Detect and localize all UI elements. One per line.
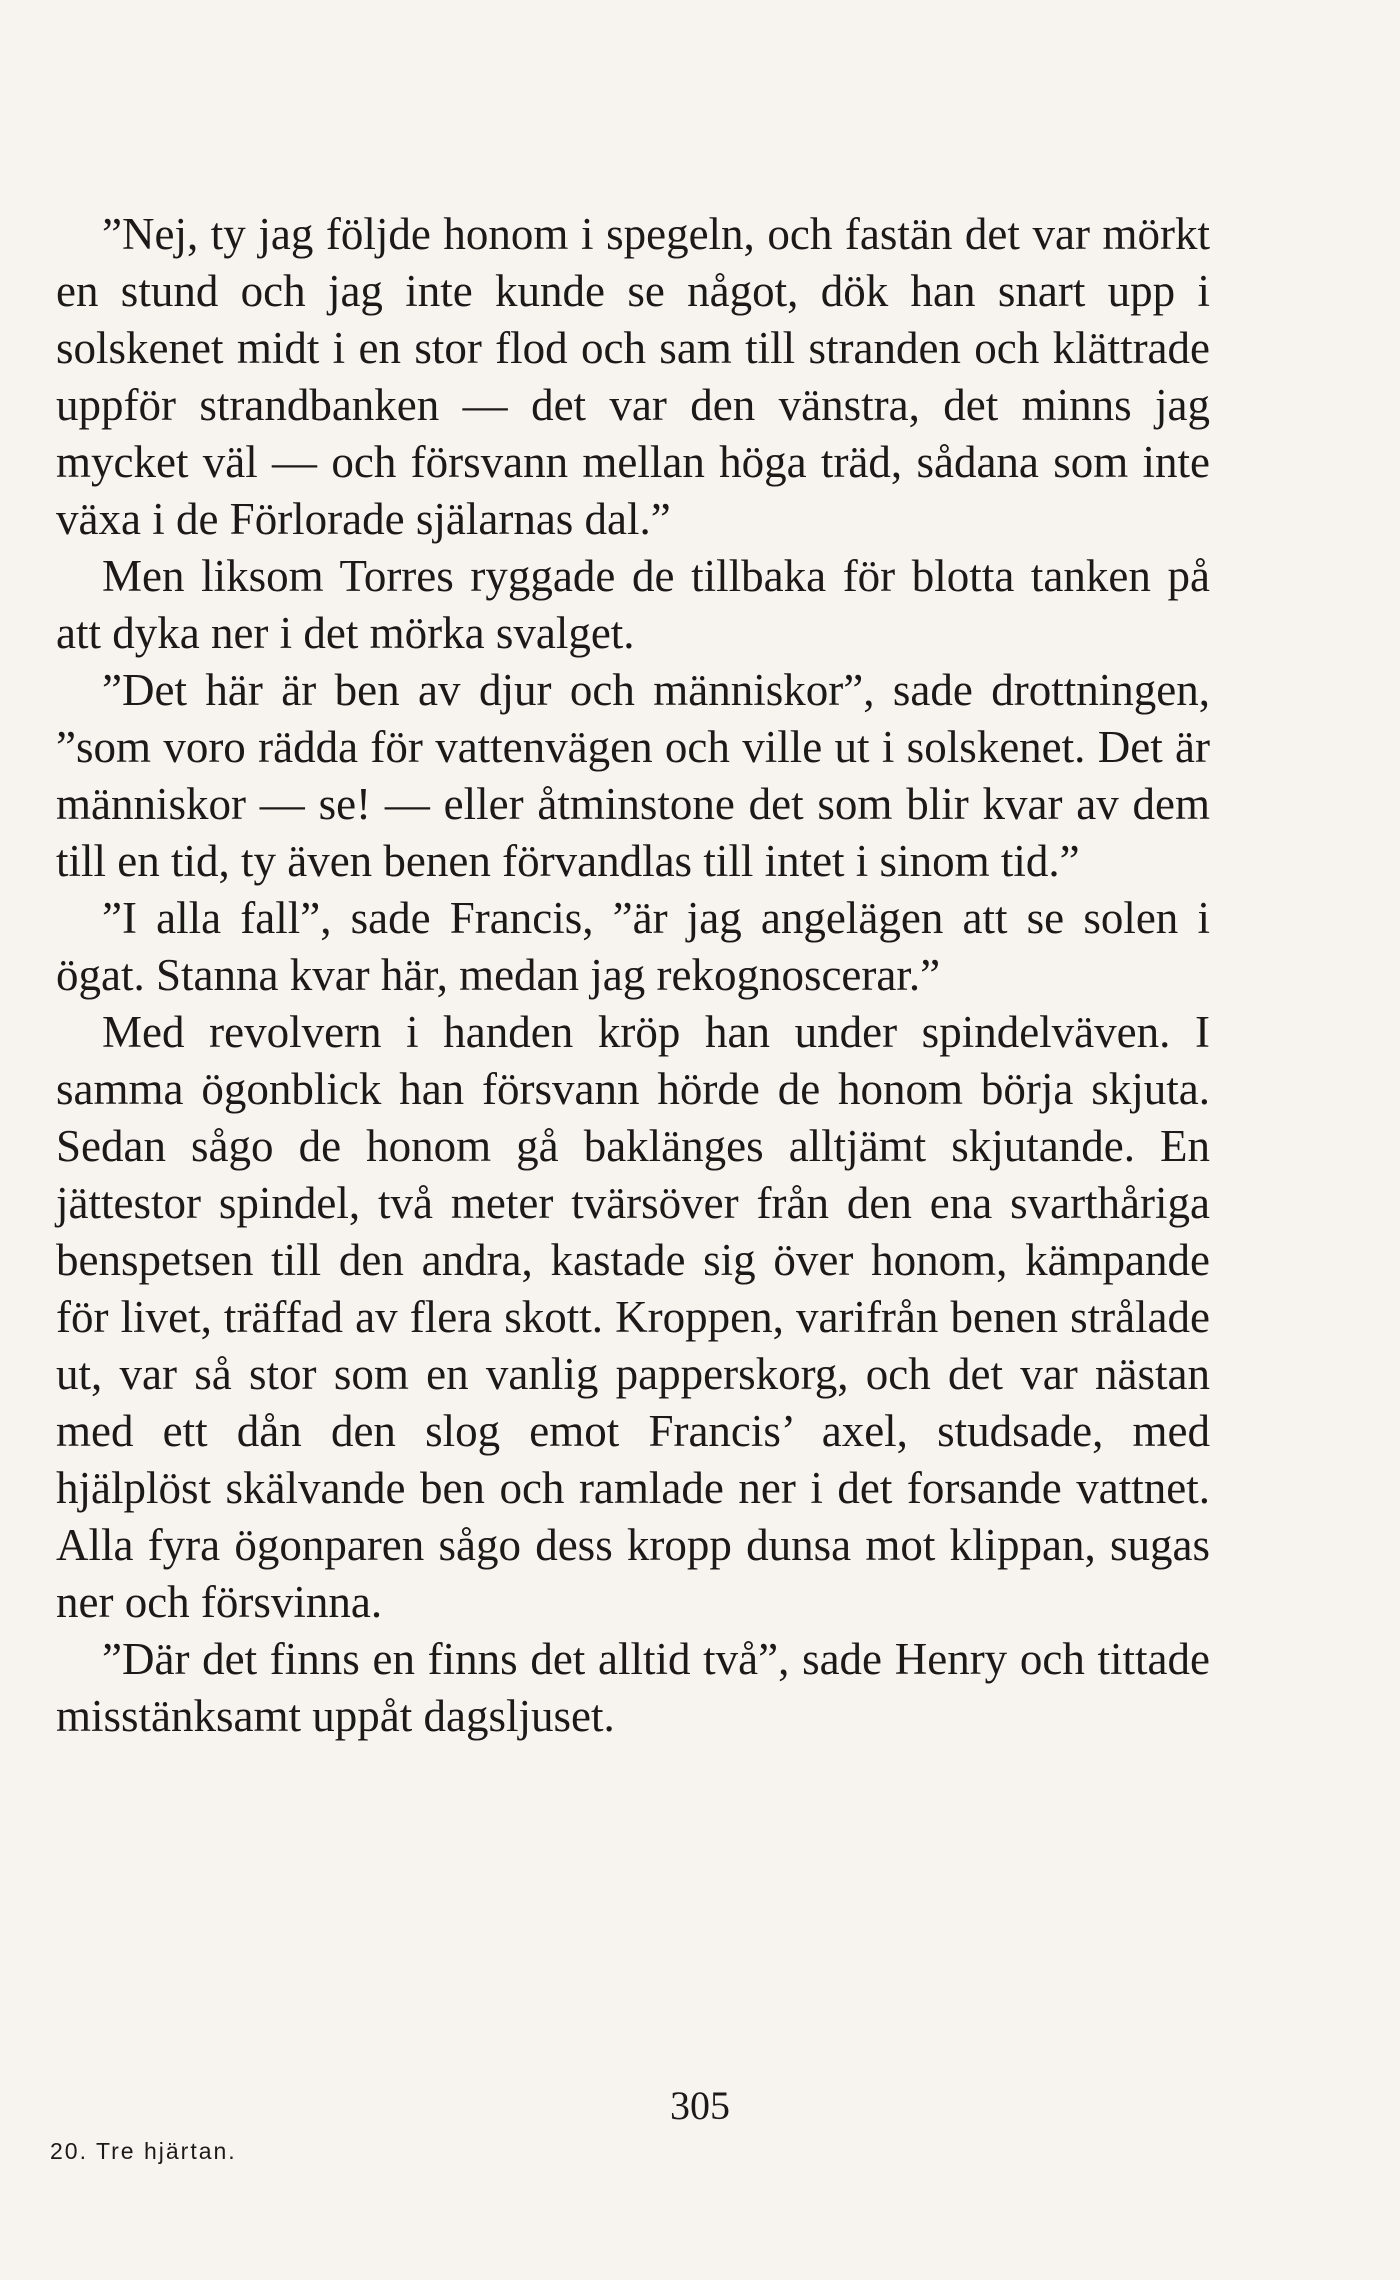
- printer-signature-mark: 20. Tre hjärtan.: [50, 2138, 237, 2164]
- paragraph: Med revolvern i handen kröp han under spindelväven. I samma ögonblick han försvann hörde de honom börja skjuta. Sedan sågo de honom gå baklänges alltjämt skjutande. En jättestor spindel, två meter tvärsöver från den ena svarthåriga benspetsen till den andra, kastade sig över honom, kämpande för livet, träffad av flera skott. Kroppen, varifrån benen strålade ut, var så stor som en vanlig papperskorg, och det var nästan med ett dån den slog emot Francis’ axel, studsade, med hjälplöst skälvande ben och ramlade ner i det forsande vattnet. Alla fyra ögonparen sågo dess kropp dunsa mot klippan, sugas ner och försvinna.: [56, 1007, 1210, 1627]
- paragraph: ”Nej, ty jag följde honom i spegeln, och fastän det var mörkt en stund och jag inte kunde se något, dök han snart upp i solskenet midt i en stor flod och sam till stranden och klättrade uppför strandbanken — det var den vänstra, det minns jag mycket väl — och försvann mellan höga träd, sådana som inte växa i de Förlorade själarnas dal.”: [56, 209, 1210, 544]
- paragraph: ”Det här är ben av djur och människor”, sade drottningen, ”som voro rädda för vattenvägen och ville ut i solskenet. Det är människor — se! — eller åtminstone det som blir kvar av dem till en tid, ty även benen förvandlas till intet i sinom tid.”: [56, 665, 1210, 886]
- page-number: 305: [670, 2083, 730, 2128]
- body-text: [56, 206, 1210, 1745]
- paragraph: Men liksom Torres ryggade de tillbaka för blotta tanken på att dyka ner i det mörka svalget.: [56, 551, 1210, 658]
- paragraph: ”I alla fall”, sade Francis, ”är jag angelägen att se solen i ögat. Stanna kvar här, medan jag rekognoscerar.”: [56, 893, 1210, 1000]
- paragraph: ”Där det finns en finns det alltid två”, sade Henry och tittade misstänksamt uppåt dagsljuset.: [56, 1634, 1210, 1741]
